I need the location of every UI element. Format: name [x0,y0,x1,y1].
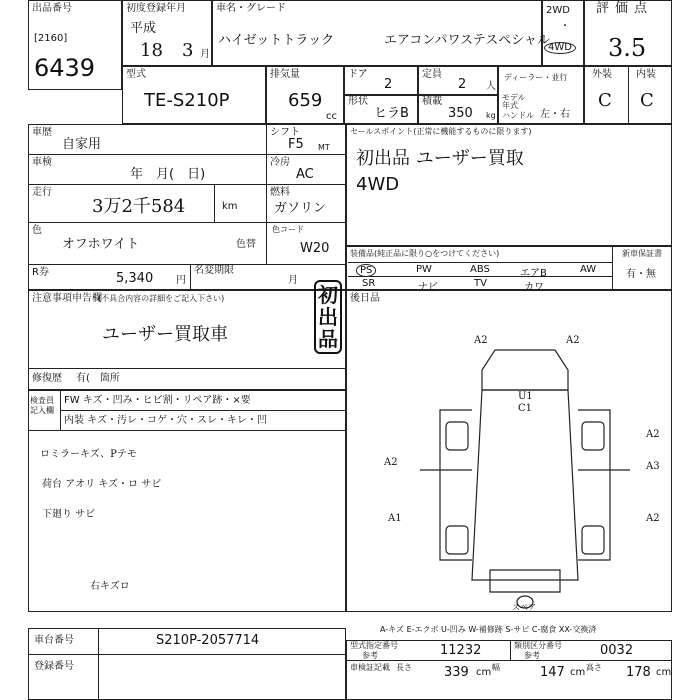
eq-navi: ナビ [418,282,438,293]
model-label: 型式 [126,69,146,80]
repair-value: 有( 箇所 [76,373,120,384]
left-side-panel [440,410,472,560]
width-unit: cm [570,667,586,678]
inspector-row2: 内装 キズ・汚レ・コゲ・穴・スレ・キレ・凹 [64,415,267,426]
fuel-value: ガソリン [274,201,327,216]
color-code-value: W20 [300,241,330,256]
eq-leather: カワ [524,282,544,293]
color-code-label: 色コード [272,225,304,234]
damage-mark-a2-left: A2 [384,457,398,468]
reg-no-label: 登録番号 [34,661,74,672]
shaken-value: 年 月( 日) [130,167,206,182]
damage-mark-u1: U1 [518,391,533,402]
wheel-rear-left [446,526,468,554]
month-unit: 月 [200,49,210,60]
footer-row-line [28,654,346,655]
first-listing-stamp: 初出品 [314,280,342,354]
class-label: 類別区分番号 [514,641,562,650]
shift-value: F5 [288,137,304,152]
sales-point-line2: 4WD [356,174,400,195]
rating-value: 3.5 [608,34,647,62]
cc-unit: cc [326,111,337,122]
rear-gate [490,570,560,592]
height-unit: cm [656,667,672,678]
eq-line-2 [348,276,612,277]
shaken-label: 車検 [32,157,52,168]
history-label: 車歴 [32,127,52,138]
color-label: 色 [32,225,42,236]
mileage-value: 3万2千584 [92,196,186,217]
reg-year: 18 [140,40,163,61]
inspector-note3: 下廻り サビ [42,509,96,520]
eq-airbag: エアB [520,268,547,279]
load-value: 350 [448,106,473,121]
damage-mark-a3: A3 [646,461,660,472]
ac-label: 冷房 [270,157,290,168]
length-unit: cm [476,667,492,678]
exterior-grade: C [598,90,612,111]
rating-label: 評価点 [596,1,654,16]
spare-label: スペア [512,603,536,612]
wheel-front-left [446,422,468,450]
load-label: 積載 [422,96,442,107]
sales-point-label: セールスポイント(正常に機能するものに限ります) [350,127,532,136]
inspector-label: 検査員記入欄 [30,396,54,416]
row-line-6 [266,184,346,185]
sales-point-line1: 初出品 ユーザー買取 [356,148,524,169]
row-line-5 [266,154,346,155]
eq-sr: SR [362,278,376,289]
width-label: 幅 [492,663,500,672]
yen-unit: 円 [176,275,186,286]
person-unit: 人 [486,81,496,92]
model-value: TE-S210P [144,90,230,111]
era: 平成 [130,21,157,36]
cert-row-line [346,660,672,661]
notes-sub: (不具合内容の詳細をご記入下さい) [98,294,225,303]
wheel-front-right [582,422,604,450]
new-warranty-value: 有・無 [626,269,656,280]
detail-divider [266,124,267,264]
drive-2wd: 2WD [546,5,570,16]
notes-label: 注意事項申告欄 [32,293,102,304]
cert-divider [510,640,511,660]
equipment-label: 装備品(純正品に限り○をつけてください) [350,249,500,258]
displacement-label: 排気量 [270,69,300,80]
cargo-bed-shape [472,390,578,580]
eq-aw: AW [580,264,597,275]
displacement-value: 659 [288,90,323,111]
drive-4wd: 4WD [544,42,576,54]
chassis-label: 車台番号 [34,635,74,646]
interior-grade: C [640,90,654,111]
warranty-divider [612,246,613,290]
dims-label: 車検証記載 [350,663,390,672]
row-line-3 [28,222,346,223]
dealer-label: ディーラー・並行 [504,73,568,82]
ref-label-1: 参考 [362,651,378,660]
handle-value: 左・右 [540,109,570,120]
capacity-label: 定員 [422,69,442,80]
inspector-row-line [60,410,346,411]
name-grade-label: 車名・グレード [216,3,286,14]
inspector-note1: ロミラーキズ、Pテモ [40,449,137,460]
capacity-value: 2 [458,77,467,92]
right-side-panel [578,410,610,560]
doors-value: 2 [384,77,393,92]
lot-number: 6439 [34,54,96,82]
damage-mark-a1: A1 [388,513,402,524]
exterior-label: 外装 [592,69,612,80]
damage-legend: A-キズ E-エクボ U-凹み W-補修跡 S-サビ C-腐食 XX-交換済 [380,625,597,634]
height-value: 178 [626,665,651,680]
ac-value: AC [296,167,314,182]
row-line-2 [28,184,266,185]
recycle-value: 5,340 [116,271,154,286]
reg-month: 3 [182,40,194,61]
damage-mark-a2-right: A2 [646,429,660,440]
footer-divider [98,628,99,700]
history-value: 自家用 [62,137,102,152]
recycle-label: R券 [32,267,49,278]
title-value: 月 [288,275,298,286]
inspector-note2: 荷台 アオリ キズ・ロ サビ [42,479,162,490]
row-line-1 [28,154,266,155]
wheel-rear-right [582,526,604,554]
recycle-divider [190,264,191,290]
kg-unit: kg [486,111,496,120]
chassis-value: S210P-2057714 [156,633,260,648]
repair-line [28,368,346,369]
doors-label: ドア [348,69,368,80]
damage-mark-a2-rear-right: A2 [646,513,660,524]
lot-label: 出品番号 [32,3,72,14]
lot-code: [2160] [34,33,68,44]
row-line-4 [28,264,346,265]
cab-roof-shape [482,350,568,390]
reg-year-label: 初度登録年月 [126,3,186,14]
damage-mark-a2-front-left: A2 [474,335,488,346]
shape-value: ヒラB [374,106,409,121]
seat-label: 後日品 [350,293,380,304]
eq-pw: PW [416,264,432,275]
grade: エアコンパワステスペシャル [384,33,551,48]
title-label: 名変期限 [194,265,234,276]
length-label: 長さ [396,663,412,672]
eq-ps: PS [356,264,376,277]
color-value: オフホワイト [62,237,140,252]
interior-label: 内装 [636,69,656,80]
type-cert-label: 型式指定番号 [350,641,398,650]
length-value: 339 [444,665,469,680]
notes-body: ユーザー買取車 [102,324,228,345]
mt-label: MT [318,143,330,152]
class-value: 0032 [600,643,634,658]
model-year-label: モデル年式 [502,93,526,110]
color-swap-label: 色替 [236,239,256,250]
shape-label: 形状 [348,96,368,107]
height-label: 高さ [586,663,602,672]
damage-mark-a2-front-right: A2 [566,335,580,346]
width-value: 147 [540,665,565,680]
car-name: ハイゼットトラック [218,33,335,48]
mileage-label: 走行 [32,187,52,198]
km-unit: km [222,201,238,212]
type-cert-value: 11232 [440,643,482,658]
shift-label: シフト [270,127,300,138]
eq-abs: ABS [470,264,490,275]
ref-label-2: 参考 [524,651,540,660]
inspector-bottom-line [28,430,346,431]
eq-tv: TV [474,278,487,289]
new-warranty-label: 新車保証書 [622,249,662,258]
inspector-row1: FW キズ・凹み・ヒビ割・リペア跡・×要 [64,395,251,406]
inspector-note4: 右キズロ [90,581,130,592]
eq-line-1 [348,262,612,263]
ext-int-divider [628,66,629,124]
repair-label: 修復歴 [32,373,62,384]
drive-dot: ・ [560,21,570,32]
damage-mark-c1: C1 [518,403,533,414]
vehicle-damage-diagram [380,330,670,612]
handle-label: ハンドル [502,111,534,120]
km-divider [214,184,215,222]
fuel-label: 燃料 [270,187,290,198]
